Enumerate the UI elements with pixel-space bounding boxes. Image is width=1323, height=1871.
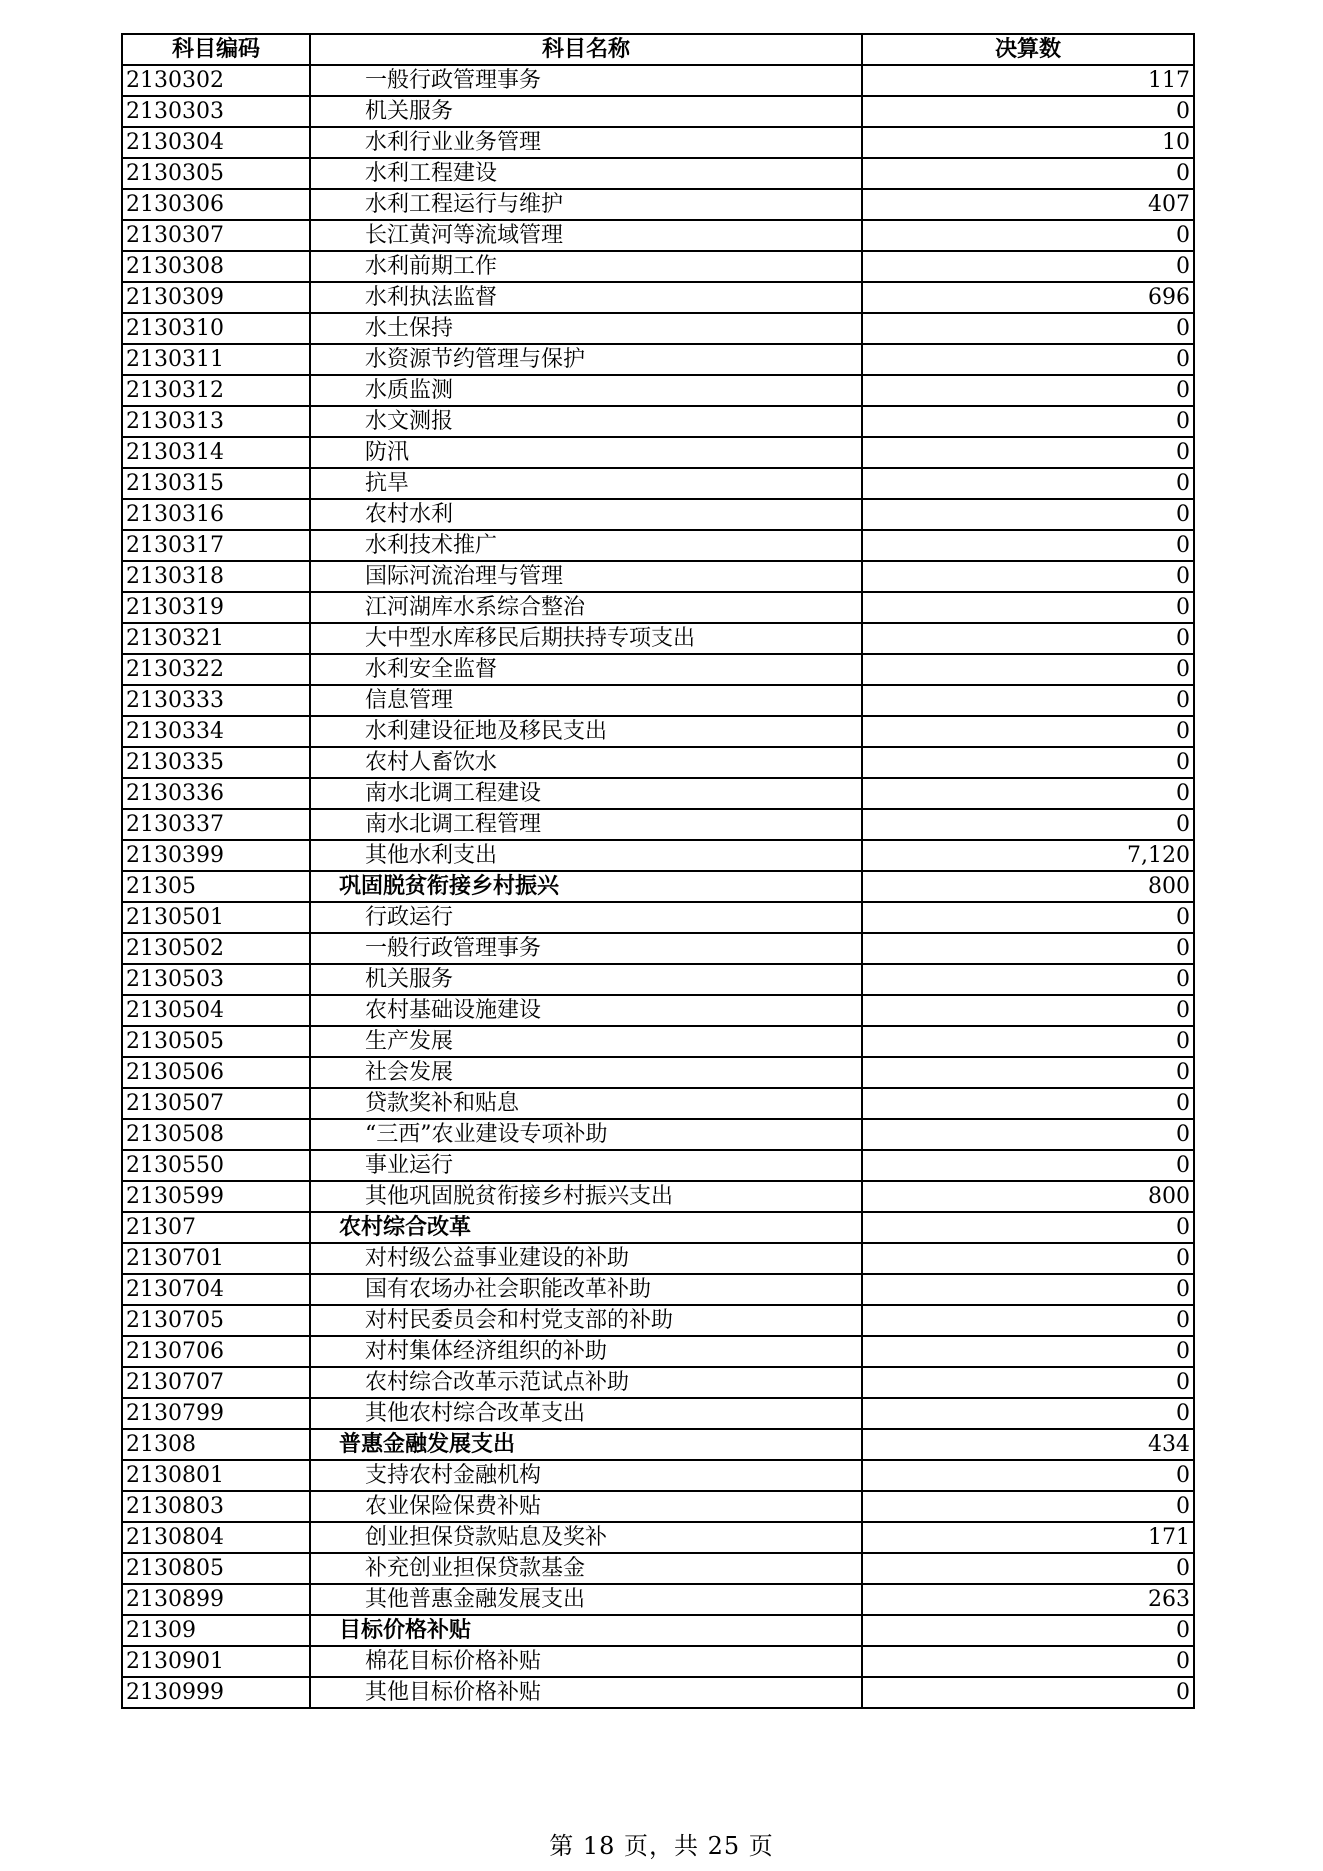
value-cell: 0 xyxy=(862,933,1194,964)
value-cell: 0 xyxy=(862,995,1194,1026)
value-cell: 0 xyxy=(862,1057,1194,1088)
code-cell: 2130319 xyxy=(122,592,310,623)
code-cell: 2130701 xyxy=(122,1243,310,1274)
value-cell: 0 xyxy=(862,437,1194,468)
table-row xyxy=(122,313,1194,344)
name-cell: 生产发展 xyxy=(310,1026,862,1057)
value-cell: 0 xyxy=(862,1460,1194,1491)
table-row xyxy=(122,1057,1194,1088)
name-cell: 水质监测 xyxy=(310,375,862,406)
value-cell: 0 xyxy=(862,809,1194,840)
code-cell: 2130311 xyxy=(122,344,310,375)
header-code: 科目编码 xyxy=(122,34,310,65)
value-cell: 0 xyxy=(862,902,1194,933)
code-cell: 21308 xyxy=(122,1429,310,1460)
code-cell: 2130314 xyxy=(122,437,310,468)
value-cell: 117 xyxy=(862,65,1194,96)
name-cell: 一般行政管理事务 xyxy=(310,933,862,964)
value-cell: 0 xyxy=(862,561,1194,592)
table-row xyxy=(122,1398,1194,1429)
code-cell: 2130801 xyxy=(122,1460,310,1491)
code-cell: 2130507 xyxy=(122,1088,310,1119)
code-cell: 2130707 xyxy=(122,1367,310,1398)
name-cell: 其他水利支出 xyxy=(310,840,862,871)
value-cell: 0 xyxy=(862,1677,1194,1708)
code-cell: 2130306 xyxy=(122,189,310,220)
value-cell: 0 xyxy=(862,1274,1194,1305)
table-row xyxy=(122,933,1194,964)
table-row xyxy=(122,344,1194,375)
code-cell: 21309 xyxy=(122,1615,310,1646)
header-name: 科目名称 xyxy=(310,34,862,65)
name-cell: 其他巩固脱贫衔接乡村振兴支出 xyxy=(310,1181,862,1212)
table-header xyxy=(122,34,1194,65)
name-cell: 普惠金融发展支出 xyxy=(310,1429,862,1460)
value-cell: 0 xyxy=(862,158,1194,189)
table-row xyxy=(122,127,1194,158)
code-cell: 2130336 xyxy=(122,778,310,809)
value-cell: 0 xyxy=(862,344,1194,375)
code-cell: 2130503 xyxy=(122,964,310,995)
value-cell: 0 xyxy=(862,499,1194,530)
name-cell: 贷款奖补和贴息 xyxy=(310,1088,862,1119)
name-cell: 巩固脱贫衔接乡村振兴 xyxy=(310,871,862,902)
table-row xyxy=(122,1367,1194,1398)
value-cell: 0 xyxy=(862,1150,1194,1181)
code-cell: 2130318 xyxy=(122,561,310,592)
table-row xyxy=(122,1677,1194,1708)
name-cell: 农村人畜饮水 xyxy=(310,747,862,778)
name-cell: 农村基础设施建设 xyxy=(310,995,862,1026)
code-cell: 2130901 xyxy=(122,1646,310,1677)
code-cell: 2130502 xyxy=(122,933,310,964)
code-cell: 2130799 xyxy=(122,1398,310,1429)
value-cell: 0 xyxy=(862,1119,1194,1150)
name-cell: 南水北调工程管理 xyxy=(310,809,862,840)
name-cell: 水土保持 xyxy=(310,313,862,344)
code-cell: 2130309 xyxy=(122,282,310,313)
name-cell: 农村综合改革示范试点补助 xyxy=(310,1367,862,1398)
code-cell: 21305 xyxy=(122,871,310,902)
header-value: 决算数 xyxy=(862,34,1194,65)
value-cell: 0 xyxy=(862,1243,1194,1274)
table-row xyxy=(122,1336,1194,1367)
table-row xyxy=(122,282,1194,313)
table-row xyxy=(122,871,1194,902)
name-cell: 水利技术推广 xyxy=(310,530,862,561)
name-cell: 农村综合改革 xyxy=(310,1212,862,1243)
name-cell: 机关服务 xyxy=(310,96,862,127)
budget-table xyxy=(121,33,1195,1709)
header-row xyxy=(122,34,1194,65)
value-cell: 0 xyxy=(862,1646,1194,1677)
name-cell: 国有农场办社会职能改革补助 xyxy=(310,1274,862,1305)
name-cell: 水利建设征地及移民支出 xyxy=(310,716,862,747)
name-cell: 其他目标价格补贴 xyxy=(310,1677,862,1708)
table-row xyxy=(122,1553,1194,1584)
value-cell: 0 xyxy=(862,96,1194,127)
code-cell: 2130999 xyxy=(122,1677,310,1708)
name-cell: 南水北调工程建设 xyxy=(310,778,862,809)
value-cell: 0 xyxy=(862,1305,1194,1336)
name-cell: 水利安全监督 xyxy=(310,654,862,685)
code-cell: 2130315 xyxy=(122,468,310,499)
table-row xyxy=(122,902,1194,933)
value-cell: 0 xyxy=(862,1491,1194,1522)
table-row xyxy=(122,1491,1194,1522)
name-cell: 水利行业业务管理 xyxy=(310,127,862,158)
code-cell: 2130501 xyxy=(122,902,310,933)
table-row xyxy=(122,375,1194,406)
value-cell: 0 xyxy=(862,1553,1194,1584)
name-cell: 防汛 xyxy=(310,437,862,468)
table-row xyxy=(122,1181,1194,1212)
code-cell: 2130333 xyxy=(122,685,310,716)
code-cell: 2130304 xyxy=(122,127,310,158)
table-row xyxy=(122,437,1194,468)
value-cell: 434 xyxy=(862,1429,1194,1460)
value-cell: 0 xyxy=(862,406,1194,437)
name-cell: 水利执法监督 xyxy=(310,282,862,313)
table-row xyxy=(122,1522,1194,1553)
table-row xyxy=(122,778,1194,809)
value-cell: 0 xyxy=(862,530,1194,561)
code-cell: 2130505 xyxy=(122,1026,310,1057)
table-row xyxy=(122,809,1194,840)
value-cell: 0 xyxy=(862,251,1194,282)
table-row xyxy=(122,623,1194,654)
table-row xyxy=(122,1119,1194,1150)
code-cell: 2130317 xyxy=(122,530,310,561)
table-row xyxy=(122,964,1194,995)
value-cell: 0 xyxy=(862,778,1194,809)
value-cell: 0 xyxy=(862,1615,1194,1646)
table-row xyxy=(122,1243,1194,1274)
value-cell: 696 xyxy=(862,282,1194,313)
table-row xyxy=(122,406,1194,437)
table-row xyxy=(122,189,1194,220)
table-row xyxy=(122,1088,1194,1119)
name-cell: 创业担保贷款贴息及奖补 xyxy=(310,1522,862,1553)
value-cell: 800 xyxy=(862,871,1194,902)
table-row xyxy=(122,1615,1194,1646)
table-row xyxy=(122,840,1194,871)
value-cell: 171 xyxy=(862,1522,1194,1553)
code-cell: 2130899 xyxy=(122,1584,310,1615)
table-row xyxy=(122,1026,1194,1057)
name-cell: 大中型水库移民后期扶持专项支出 xyxy=(310,623,862,654)
name-cell: 农业保险保费补贴 xyxy=(310,1491,862,1522)
code-cell: 2130399 xyxy=(122,840,310,871)
name-cell: 江河湖库水系综合整治 xyxy=(310,592,862,623)
value-cell: 0 xyxy=(862,1088,1194,1119)
code-cell: 21307 xyxy=(122,1212,310,1243)
code-cell: 2130302 xyxy=(122,65,310,96)
code-cell: 2130550 xyxy=(122,1150,310,1181)
code-cell: 2130313 xyxy=(122,406,310,437)
name-cell: 社会发展 xyxy=(310,1057,862,1088)
name-cell: 农村水利 xyxy=(310,499,862,530)
code-cell: 2130305 xyxy=(122,158,310,189)
table-row xyxy=(122,1429,1194,1460)
table-row xyxy=(122,1274,1194,1305)
value-cell: 0 xyxy=(862,592,1194,623)
table-row xyxy=(122,65,1194,96)
name-cell: 对村级公益事业建设的补助 xyxy=(310,1243,862,1274)
table-row xyxy=(122,468,1194,499)
value-cell: 7,120 xyxy=(862,840,1194,871)
code-cell: 2130506 xyxy=(122,1057,310,1088)
name-cell: 水利前期工作 xyxy=(310,251,862,282)
name-cell: 国际河流治理与管理 xyxy=(310,561,862,592)
value-cell: 0 xyxy=(862,1367,1194,1398)
value-cell: 0 xyxy=(862,1026,1194,1057)
name-cell: 行政运行 xyxy=(310,902,862,933)
name-cell: 支持农村金融机构 xyxy=(310,1460,862,1491)
code-cell: 2130804 xyxy=(122,1522,310,1553)
value-cell: 0 xyxy=(862,623,1194,654)
table-row xyxy=(122,499,1194,530)
code-cell: 2130337 xyxy=(122,809,310,840)
name-cell: 其他普惠金融发展支出 xyxy=(310,1584,862,1615)
value-cell: 0 xyxy=(862,220,1194,251)
code-cell: 2130322 xyxy=(122,654,310,685)
value-cell: 10 xyxy=(862,127,1194,158)
value-cell: 0 xyxy=(862,1398,1194,1429)
page-number: 第 18 页，共 25 页 xyxy=(549,1832,774,1860)
code-cell: 2130508 xyxy=(122,1119,310,1150)
table-row xyxy=(122,1150,1194,1181)
table-row xyxy=(122,685,1194,716)
table-row xyxy=(122,654,1194,685)
name-cell: 水文测报 xyxy=(310,406,862,437)
code-cell: 2130334 xyxy=(122,716,310,747)
value-cell: 0 xyxy=(862,747,1194,778)
table-body xyxy=(122,65,1194,1708)
name-cell: 水资源节约管理与保护 xyxy=(310,344,862,375)
table-row xyxy=(122,220,1194,251)
code-cell: 2130704 xyxy=(122,1274,310,1305)
value-cell: 0 xyxy=(862,654,1194,685)
code-cell: 2130312 xyxy=(122,375,310,406)
value-cell: 0 xyxy=(862,1336,1194,1367)
code-cell: 2130335 xyxy=(122,747,310,778)
code-cell: 2130706 xyxy=(122,1336,310,1367)
table-row xyxy=(122,716,1194,747)
value-cell: 0 xyxy=(862,964,1194,995)
value-cell: 0 xyxy=(862,716,1194,747)
name-cell: 目标价格补贴 xyxy=(310,1615,862,1646)
name-cell: 对村民委员会和村党支部的补助 xyxy=(310,1305,862,1336)
code-cell: 2130308 xyxy=(122,251,310,282)
code-cell: 2130599 xyxy=(122,1181,310,1212)
table-row xyxy=(122,747,1194,778)
value-cell: 0 xyxy=(862,313,1194,344)
name-cell: 一般行政管理事务 xyxy=(310,65,862,96)
table-row xyxy=(122,1646,1194,1677)
table-row xyxy=(122,1584,1194,1615)
table-row xyxy=(122,1305,1194,1336)
table-row xyxy=(122,1212,1194,1243)
code-cell: 2130805 xyxy=(122,1553,310,1584)
value-cell: 0 xyxy=(862,375,1194,406)
name-cell: 其他农村综合改革支出 xyxy=(310,1398,862,1429)
name-cell: 抗旱 xyxy=(310,468,862,499)
table-row xyxy=(122,592,1194,623)
name-cell: “三西”农业建设专项补助 xyxy=(310,1119,862,1150)
code-cell: 2130310 xyxy=(122,313,310,344)
code-cell: 2130803 xyxy=(122,1491,310,1522)
code-cell: 2130504 xyxy=(122,995,310,1026)
name-cell: 棉花目标价格补贴 xyxy=(310,1646,862,1677)
table-row xyxy=(122,251,1194,282)
value-cell: 0 xyxy=(862,685,1194,716)
name-cell: 信息管理 xyxy=(310,685,862,716)
value-cell: 263 xyxy=(862,1584,1194,1615)
table-row xyxy=(122,995,1194,1026)
name-cell: 补充创业担保贷款基金 xyxy=(310,1553,862,1584)
name-cell: 水利工程运行与维护 xyxy=(310,189,862,220)
value-cell: 0 xyxy=(862,468,1194,499)
table-row xyxy=(122,530,1194,561)
name-cell: 水利工程建设 xyxy=(310,158,862,189)
code-cell: 2130316 xyxy=(122,499,310,530)
code-cell: 2130307 xyxy=(122,220,310,251)
name-cell: 事业运行 xyxy=(310,1150,862,1181)
value-cell: 0 xyxy=(862,1212,1194,1243)
table-row xyxy=(122,158,1194,189)
table-row xyxy=(122,561,1194,592)
value-cell: 407 xyxy=(862,189,1194,220)
table-row xyxy=(122,96,1194,127)
code-cell: 2130321 xyxy=(122,623,310,654)
code-cell: 2130705 xyxy=(122,1305,310,1336)
code-cell: 2130303 xyxy=(122,96,310,127)
name-cell: 对村集体经济组织的补助 xyxy=(310,1336,862,1367)
table-row xyxy=(122,1460,1194,1491)
name-cell: 长江黄河等流域管理 xyxy=(310,220,862,251)
name-cell: 机关服务 xyxy=(310,964,862,995)
value-cell: 800 xyxy=(862,1181,1194,1212)
